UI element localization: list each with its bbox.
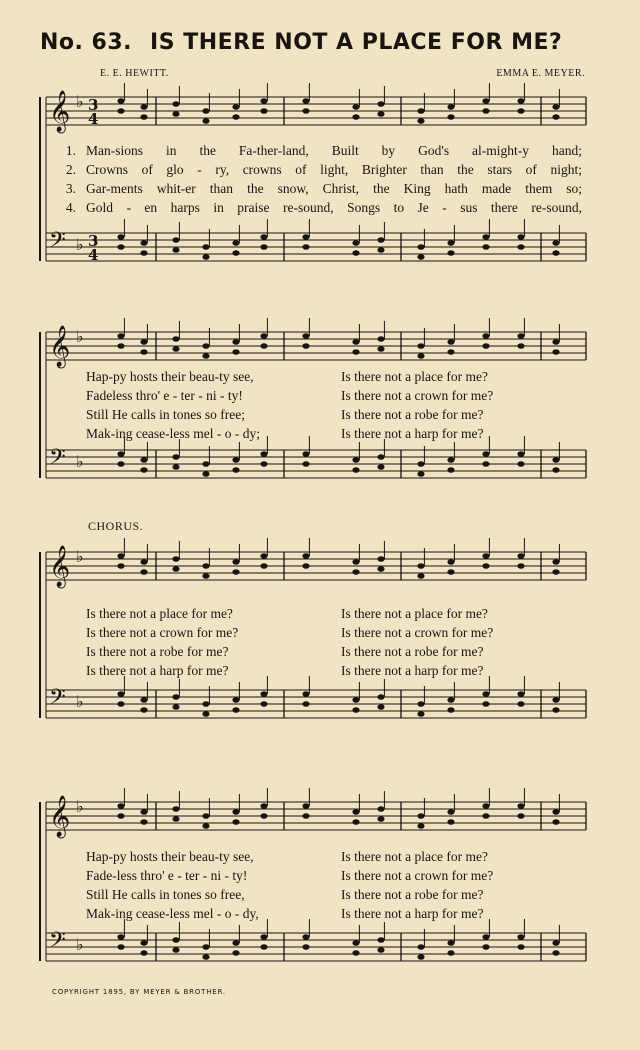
note-head	[302, 343, 309, 349]
verse-line	[36, 179, 596, 199]
note-head	[352, 950, 359, 956]
treble-clef-icon: 𝄞	[49, 326, 71, 367]
note-head	[517, 234, 524, 240]
lyric-text: Is there not a crown for me?	[86, 625, 239, 640]
note-head	[260, 461, 267, 467]
note-head	[140, 819, 147, 825]
note-head	[232, 104, 239, 110]
lyric-text: Is there not a place for me?	[341, 849, 488, 864]
note-head	[202, 118, 209, 124]
time-signature-bottom: 4	[88, 110, 99, 128]
lyric-line	[36, 661, 596, 681]
note-head	[302, 333, 309, 339]
note-head	[377, 806, 384, 812]
note-head	[117, 813, 124, 819]
note-head	[377, 704, 384, 710]
note-head	[302, 244, 309, 250]
note-head	[447, 950, 454, 956]
note-head	[232, 950, 239, 956]
note-head	[172, 947, 179, 953]
bass-clef-icon: 𝄢	[49, 228, 66, 258]
note-head	[140, 950, 147, 956]
verse-number: 2.	[65, 162, 76, 177]
note-head	[140, 809, 147, 815]
note-head	[172, 111, 179, 117]
note-head	[140, 467, 147, 473]
note-head	[172, 346, 179, 352]
note-head	[202, 813, 209, 819]
note-head	[482, 333, 489, 339]
note-head	[552, 697, 559, 703]
note-head	[552, 114, 559, 120]
note-head	[352, 240, 359, 246]
flat-icon: ♭	[76, 92, 84, 111]
note-head	[172, 336, 179, 342]
note-head	[202, 563, 209, 569]
lyric-text: Is there not a robe for me?	[341, 407, 484, 422]
note-head	[302, 803, 309, 809]
note-head	[377, 336, 384, 342]
note-head	[417, 944, 424, 950]
note-head	[447, 339, 454, 345]
lyric-text: Is there not a harp for me?	[86, 663, 229, 678]
note-head	[202, 954, 209, 960]
note-head	[517, 343, 524, 349]
note-head	[232, 457, 239, 463]
note-head	[417, 701, 424, 707]
chorus-label: CHORUS.	[88, 519, 144, 533]
note-head	[140, 707, 147, 713]
note-head	[352, 940, 359, 946]
note-head	[417, 244, 424, 250]
note-head	[140, 697, 147, 703]
note-head	[117, 934, 124, 940]
note-head	[482, 563, 489, 569]
note-head	[447, 250, 454, 256]
note-head	[302, 451, 309, 457]
note-head	[260, 108, 267, 114]
note-head	[352, 339, 359, 345]
lyric-text: Hap-py hosts their beau-ty see,	[86, 369, 254, 384]
note-head	[352, 349, 359, 355]
note-head	[417, 954, 424, 960]
lyric-text: Is there not a crown for me?	[341, 625, 494, 640]
note-head	[117, 461, 124, 467]
note-head	[302, 934, 309, 940]
hymn-title-text: IS THERE NOT A PLACE FOR ME?	[150, 30, 563, 55]
treble-clef-icon: 𝄞	[49, 796, 71, 837]
lyric-line	[36, 623, 596, 643]
lyric-text: Is there not a crown for me?	[341, 388, 494, 403]
bass-clef-icon: 𝄢	[49, 928, 66, 958]
verse-text: Crowns of glo - ry, crowns of light, Brighter than the stars of night;	[86, 162, 582, 177]
note-head	[117, 234, 124, 240]
note-head	[377, 947, 384, 953]
note-head	[202, 823, 209, 829]
note-head	[552, 707, 559, 713]
treble-clef-icon: 𝄞	[49, 91, 71, 132]
flat-icon: ♭	[76, 797, 84, 816]
note-head	[377, 816, 384, 822]
note-head	[417, 823, 424, 829]
lyric-text: Still He calls in tones so free,	[86, 887, 245, 902]
note-head	[352, 104, 359, 110]
note-head	[202, 701, 209, 707]
note-head	[377, 237, 384, 243]
note-head	[202, 343, 209, 349]
note-head	[232, 339, 239, 345]
note-head	[260, 244, 267, 250]
note-head	[202, 944, 209, 950]
note-head	[377, 556, 384, 562]
lyric-text: Mak-ing cease-less mel - o - dy,	[86, 906, 259, 921]
note-head	[202, 244, 209, 250]
verse-text: Gar-ments whit-er than the snow, Christ, the King hath made them so;	[86, 181, 582, 196]
note-head	[447, 240, 454, 246]
note-head	[417, 471, 424, 477]
note-head	[552, 809, 559, 815]
note-head	[552, 467, 559, 473]
note-head	[517, 944, 524, 950]
note-head	[352, 250, 359, 256]
note-head	[140, 104, 147, 110]
note-head	[202, 353, 209, 359]
note-head	[552, 940, 559, 946]
note-head	[417, 254, 424, 260]
note-head	[552, 250, 559, 256]
note-head	[140, 250, 147, 256]
note-head	[260, 701, 267, 707]
note-head	[302, 461, 309, 467]
note-head	[417, 353, 424, 359]
verse-text: Gold - en harps in praise re-sound, Songs to Je - sus there re-sound,	[86, 200, 582, 215]
note-head	[352, 559, 359, 565]
time-signature-top: 3	[88, 232, 99, 250]
treble-clef-icon: 𝄞	[49, 546, 71, 587]
note-head	[417, 563, 424, 569]
note-head	[352, 114, 359, 120]
note-head	[232, 349, 239, 355]
note-head	[302, 553, 309, 559]
note-head	[140, 559, 147, 565]
note-head	[552, 240, 559, 246]
note-head	[447, 809, 454, 815]
note-head	[482, 803, 489, 809]
note-head	[482, 691, 489, 697]
composer-credit: EMMA E. MEYER.	[496, 68, 585, 79]
verse-line	[36, 141, 596, 161]
note-head	[260, 691, 267, 697]
note-head	[517, 803, 524, 809]
note-head	[202, 573, 209, 579]
note-head	[517, 451, 524, 457]
note-head	[172, 454, 179, 460]
note-head	[517, 244, 524, 250]
verse-number: 3.	[65, 181, 76, 196]
note-head	[202, 461, 209, 467]
note-head	[302, 701, 309, 707]
note-head	[260, 451, 267, 457]
note-head	[447, 104, 454, 110]
note-head	[482, 244, 489, 250]
note-head	[517, 333, 524, 339]
note-head	[117, 803, 124, 809]
note-head	[482, 553, 489, 559]
note-head	[517, 563, 524, 569]
flat-icon: ♭	[76, 547, 84, 566]
note-head	[117, 944, 124, 950]
lyric-text: Hap-py hosts their beau-ty see,	[86, 849, 254, 864]
note-head	[517, 108, 524, 114]
note-head	[447, 697, 454, 703]
note-head	[140, 457, 147, 463]
note-head	[117, 108, 124, 114]
note-head	[260, 563, 267, 569]
verse-line	[36, 198, 596, 218]
lyric-line	[36, 847, 596, 867]
note-head	[140, 940, 147, 946]
note-head	[417, 711, 424, 717]
lyric-text: Is there not a robe for me?	[341, 887, 484, 902]
note-head	[172, 101, 179, 107]
note-head	[517, 98, 524, 104]
note-head	[140, 569, 147, 575]
lyric-line	[36, 386, 596, 406]
lyric-line	[36, 604, 596, 624]
note-head	[377, 937, 384, 943]
note-head	[552, 950, 559, 956]
note-head	[202, 254, 209, 260]
note-head	[232, 114, 239, 120]
note-head	[517, 553, 524, 559]
note-head	[117, 701, 124, 707]
note-head	[352, 697, 359, 703]
note-head	[447, 349, 454, 355]
lyric-text: Fade-less thro' e - ter - ni - ty!	[86, 868, 248, 883]
bass-clef-icon: 𝄢	[49, 445, 66, 475]
note-head	[552, 339, 559, 345]
note-head	[232, 697, 239, 703]
time-signature-top: 3	[88, 96, 99, 114]
note-head	[140, 114, 147, 120]
note-head	[352, 819, 359, 825]
lyric-line	[36, 642, 596, 662]
note-head	[377, 247, 384, 253]
note-head	[352, 707, 359, 713]
lyric-text: Is there not a place for me?	[341, 606, 488, 621]
hymn-number: No. 63.	[40, 30, 133, 55]
note-head	[352, 569, 359, 575]
note-head	[172, 704, 179, 710]
lyric-line	[36, 367, 596, 387]
verse-line	[36, 160, 596, 180]
note-head	[260, 343, 267, 349]
note-head	[417, 343, 424, 349]
note-head	[232, 250, 239, 256]
note-head	[552, 819, 559, 825]
note-head	[117, 553, 124, 559]
time-signature-bottom: 4	[88, 246, 99, 264]
note-head	[260, 234, 267, 240]
note-head	[232, 569, 239, 575]
note-head	[302, 108, 309, 114]
note-head	[482, 813, 489, 819]
note-head	[447, 467, 454, 473]
note-head	[417, 108, 424, 114]
note-head	[140, 240, 147, 246]
lyric-line	[36, 885, 596, 905]
note-head	[117, 343, 124, 349]
flat-icon: ♭	[76, 935, 84, 954]
lyric-text: Is there not a harp for me?	[341, 663, 484, 678]
note-head	[447, 114, 454, 120]
note-head	[172, 247, 179, 253]
note-head	[232, 809, 239, 815]
note-head	[260, 944, 267, 950]
note-head	[517, 813, 524, 819]
note-head	[552, 104, 559, 110]
note-head	[517, 701, 524, 707]
note-head	[517, 691, 524, 697]
note-head	[172, 566, 179, 572]
note-head	[352, 809, 359, 815]
verse-number: 1.	[65, 143, 76, 158]
note-head	[232, 467, 239, 473]
note-head	[260, 934, 267, 940]
lyric-line	[36, 424, 596, 444]
flat-icon: ♭	[76, 452, 84, 471]
note-head	[172, 806, 179, 812]
note-head	[260, 813, 267, 819]
note-head	[417, 118, 424, 124]
note-head	[352, 467, 359, 473]
note-head	[482, 451, 489, 457]
lyric-text: Fadeless thro' e - ter - ni - ty!	[86, 388, 243, 403]
flat-icon: ♭	[76, 235, 84, 254]
note-head	[552, 569, 559, 575]
note-head	[482, 461, 489, 467]
note-head	[447, 819, 454, 825]
note-head	[172, 556, 179, 562]
note-head	[517, 461, 524, 467]
note-head	[117, 563, 124, 569]
note-head	[117, 333, 124, 339]
note-head	[232, 940, 239, 946]
note-head	[202, 711, 209, 717]
lyricist-credit: E. E. HEWITT.	[100, 68, 169, 79]
lyric-text: Is there not a harp for me?	[341, 906, 484, 921]
note-head	[117, 691, 124, 697]
note-head	[482, 108, 489, 114]
note-head	[172, 816, 179, 822]
note-head	[140, 339, 147, 345]
lyric-text: Is there not a robe for me?	[341, 644, 484, 659]
hymn-title	[40, 30, 620, 55]
flat-icon: ♭	[76, 327, 84, 346]
lyric-text: Is there not a place for me?	[86, 606, 233, 621]
verse-text: Man-sions in the Fa-ther-land, Built by God's al-might-y hand;	[86, 143, 582, 158]
lyric-line	[36, 866, 596, 886]
lyric-text: Is there not a harp for me?	[341, 426, 484, 441]
note-head	[302, 234, 309, 240]
flat-icon: ♭	[76, 692, 84, 711]
note-head	[552, 349, 559, 355]
lyric-text: Is there not a crown for me?	[341, 868, 494, 883]
note-head	[117, 451, 124, 457]
note-head	[482, 934, 489, 940]
note-head	[482, 98, 489, 104]
note-head	[302, 563, 309, 569]
lyric-line	[36, 405, 596, 425]
note-head	[302, 98, 309, 104]
note-head	[202, 471, 209, 477]
note-head	[517, 934, 524, 940]
note-head	[232, 559, 239, 565]
note-head	[232, 819, 239, 825]
note-head	[552, 559, 559, 565]
note-head	[377, 464, 384, 470]
note-head	[117, 244, 124, 250]
note-head	[447, 940, 454, 946]
copyright-notice: COPYRIGHT 1895, BY MEYER & BROTHER.	[52, 988, 226, 996]
note-head	[377, 566, 384, 572]
note-head	[260, 98, 267, 104]
note-head	[140, 349, 147, 355]
note-head	[482, 234, 489, 240]
note-head	[552, 457, 559, 463]
lyric-text: Is there not a place for me?	[341, 369, 488, 384]
note-head	[172, 694, 179, 700]
lyric-text: Mak-ing cease-less mel - o - dy;	[86, 426, 260, 441]
note-head	[417, 573, 424, 579]
lyric-text: Is there not a robe for me?	[86, 644, 229, 659]
note-head	[377, 346, 384, 352]
note-head	[447, 569, 454, 575]
note-head	[302, 944, 309, 950]
note-head	[260, 553, 267, 559]
note-head	[377, 111, 384, 117]
note-head	[172, 464, 179, 470]
note-head	[377, 101, 384, 107]
note-head	[377, 694, 384, 700]
note-head	[417, 461, 424, 467]
note-head	[232, 707, 239, 713]
note-head	[232, 240, 239, 246]
note-head	[202, 108, 209, 114]
note-head	[447, 707, 454, 713]
note-head	[117, 98, 124, 104]
note-head	[447, 559, 454, 565]
note-head	[482, 343, 489, 349]
note-head	[172, 937, 179, 943]
verse-number: 4.	[65, 200, 76, 215]
lyric-line	[36, 904, 596, 924]
note-head	[302, 691, 309, 697]
note-head	[260, 803, 267, 809]
bass-clef-icon: 𝄢	[49, 685, 66, 715]
note-head	[447, 457, 454, 463]
note-head	[482, 944, 489, 950]
lyric-text: Still He calls in tones so free;	[86, 407, 245, 422]
note-head	[377, 454, 384, 460]
note-head	[417, 813, 424, 819]
note-head	[260, 333, 267, 339]
note-head	[482, 701, 489, 707]
note-head	[302, 813, 309, 819]
note-head	[352, 457, 359, 463]
note-head	[172, 237, 179, 243]
